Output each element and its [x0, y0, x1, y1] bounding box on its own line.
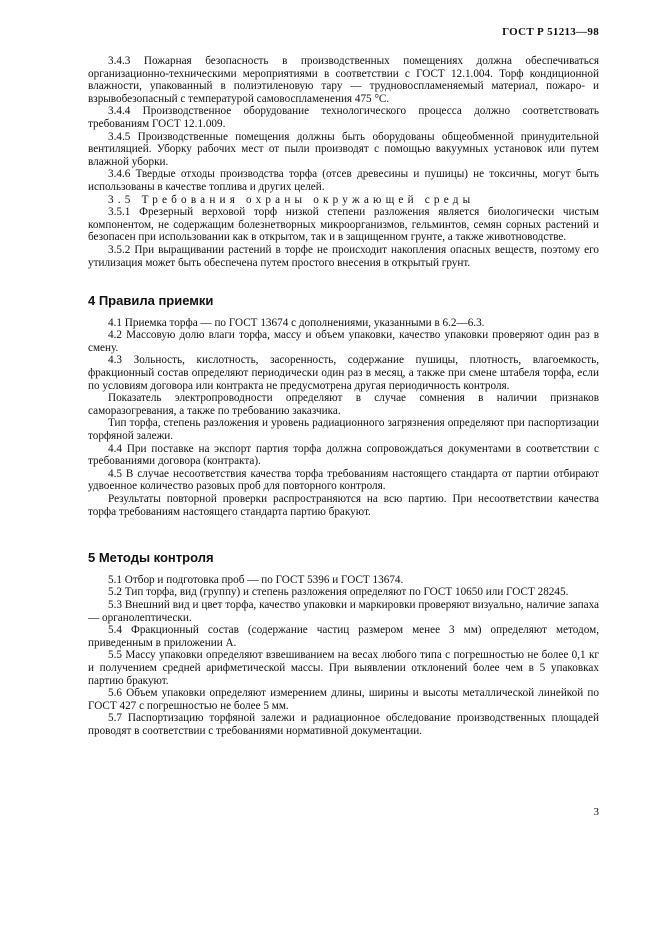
section-4-title: 4 Правила приемки [88, 293, 214, 309]
standard-header: ГОСТ Р 51213—98 [502, 26, 599, 38]
paragraph-5-1: 5.1 Отбор и подготовка проб — по ГОСТ 5396 и ГОСТ 13674. [108, 573, 404, 586]
paragraph-3-4-6: 3.4.6 Твердые отходы производства торфа (отсев древесины и пушицы) не токсичны, могут быть использованы в качестве топлива и других целей. [88, 168, 599, 193]
paragraph-4-3-b: Показатель электропроводности определяют в случае сомнения в наличии признаков саморазогревания, а также по требованию заказчика. [88, 392, 599, 417]
paragraph-3-5-2: 3.5.2 При выращивании растений в торфе не происходит накопления опасных веществ, поэтому его утилизация может быть обеспечена путем простого внесения в открытый грунт. [88, 243, 599, 269]
paragraph-4-5-b: Результаты повторной проверки распространяются на всю партию. При несоответствии качества торфа требованиям настоящего стандарта партию бракуют. [88, 493, 599, 518]
paragraph-4-5: 4.5 В случае несоответствия качества торфа требованиям настоящего стандарта от партии отбирают удвоенное количество разовых проб для повторного контроля. [88, 467, 599, 493]
paragraph-5-2: 5.2 Тип торфа, вид (группу) и степень разложения определяют по ГОСТ 10650 или ГОСТ 28245. [108, 586, 569, 599]
paragraph-3-5-1: 3.5.1 Фрезерный верховой торф низкой степени разложения является биологически чистым компонентом, не содержащим болезнетворных микроорганизмов, гельминтов, семян сорных растений и безопасен при использовании как в открытом, так и в защищенном грунте, а также животноводстве. [88, 206, 599, 244]
paragraph-4-3: 4.3 Зольность, кислотность, засоренность, содержание пушицы, плотность, влагоемкость, фракционный состав определяют периодически один раз в месяц, а также при смене штабеля торфа, если по условиям договора или контракта не предусмотрена другая периодичность контроля. [88, 354, 599, 392]
paragraph-5-5: 5.5 Массу упаковки определяют взвешиванием на весах любого типа с погрешностью не более 0,1 кг и получением средней арифметической массы. При выявлении отклонений более чем в 5 упаковках партию бракуют. [88, 649, 599, 687]
paragraph-3-4-3: 3.4.3 Пожарная безопасность в производственных помещениях должна обеспечиваться организационно-техническими мероприятиями в соответствии с ГОСТ 12.1.004. Торф кондиционной влажности, упакованный в полиэтиленовую тару — трудновоспламеняемый материал, пожаро- и взрывобезопасный с температурой самовоспламенения 475 °С. [88, 55, 599, 105]
paragraph-5-7: 5.7 Паспортизацию торфяной залежи и радиационное обследование производственных площадей проводят в соответствии с требованиями нормативной документации. [88, 712, 599, 737]
subsection-3-5-heading: 3.5 Требования охраны окружающей среды [108, 193, 475, 206]
paragraph-3-4-4: 3.4.4 Производственное оборудование технологического процесса должно соответствовать требованиям ГОСТ 12.1.009. [88, 105, 599, 130]
paragraph-4-4: 4.4 При поставке на экспорт партия торфа должна сопровождаться документами в соответствии с требованиями договора (контракта). [88, 442, 599, 468]
paragraph-4-1: 4.1 Приемка торфа — по ГОСТ 13674 с дополнениями, указанными в 6.2—6.3. [108, 316, 485, 329]
paragraph-5-3: 5.3 Внешний вид и цвет торфа, качество упаковки и маркировки проверяют визуально, наличие запаха — органолептически. [88, 598, 599, 624]
page-number: 3 [593, 806, 599, 818]
page-content [88, 55, 599, 738]
section-5-title: 5 Методы контроля [88, 550, 214, 566]
paragraph-4-2: 4.2 Массовую долю влаги торфа, массу и объем упаковки, качество упаковки проверяют один раз в смену. [88, 329, 599, 354]
paragraph-3-4-5: 3.4.5 Производственные помещения должны быть оборудованы общеобменной принудительной вентиляцией. Уборку рабочих мест от пыли производят с помощью вакуумных установок или путем влажной уборки. [88, 130, 599, 168]
paragraph-5-4: 5.4 Фракционный состав (содержание частиц размером менее 3 мм) определяют методом, приведенным в приложении А. [88, 624, 599, 649]
paragraph-5-6: 5.6 Объем упаковки определяют измерением длины, ширины и высоты металлической линейкой по ГОСТ 427 с погрешностью не более 5 мм. [88, 687, 599, 712]
paragraph-4-3-c: Тип торфа, степень разложения и уровень радиационного загрязнения определяют при паспортизации торфяной залежи. [88, 417, 599, 443]
